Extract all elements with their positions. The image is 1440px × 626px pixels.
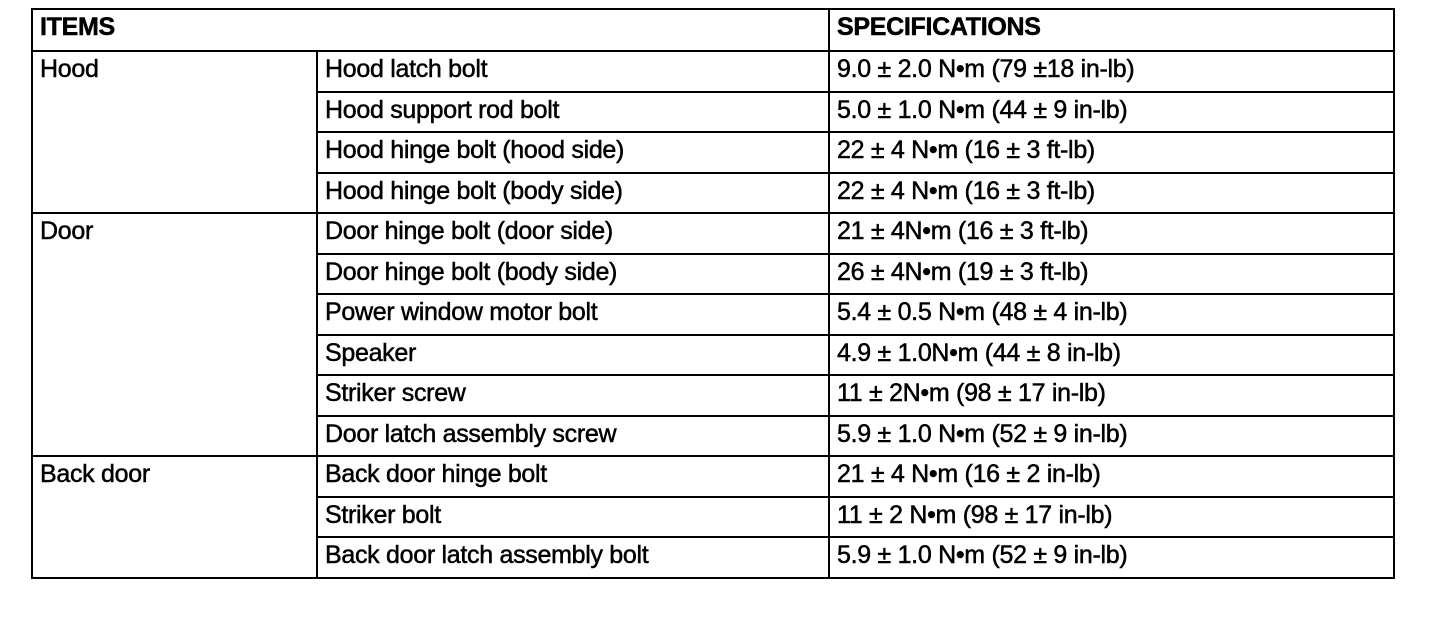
table-header-row (32, 9, 1394, 51)
spec-value: 21 ± 4 N•m (16 ± 2 in-lb) (829, 456, 1394, 497)
spec-value: 9.0 ± 2.0 N•m (79 ±18 in-lb) (829, 51, 1394, 92)
item-name: Back door hinge bolt (317, 456, 829, 497)
item-name: Hood hinge bolt (body side) (317, 173, 829, 214)
item-name: Hood latch bolt (317, 51, 829, 92)
item-name: Striker screw (317, 375, 829, 416)
table-row (32, 51, 1394, 92)
spec-value: 5.4 ± 0.5 N•m (48 ± 4 in-lb) (829, 294, 1394, 335)
item-name: Power window motor bolt (317, 294, 829, 335)
spec-value: 21 ± 4N•m (16 ± 3 ft-lb) (829, 213, 1394, 254)
spec-value: 22 ± 4 N•m (16 ± 3 ft-lb) (829, 173, 1394, 214)
item-name: Door hinge bolt (door side) (317, 213, 829, 254)
spec-value: 4.9 ± 1.0N•m (44 ± 8 in-lb) (829, 335, 1394, 376)
spec-value: 11 ± 2 N•m (98 ± 17 in-lb) (829, 497, 1394, 538)
item-name: Door hinge bolt (body side) (317, 254, 829, 295)
group-label: Back door (32, 456, 317, 578)
specifications-table (31, 8, 1395, 579)
item-name: Back door latch assembly bolt (317, 537, 829, 578)
table-row (32, 456, 1394, 497)
group-label: Door (32, 213, 317, 456)
item-name: Speaker (317, 335, 829, 376)
spec-value: 26 ± 4N•m (19 ± 3 ft-lb) (829, 254, 1394, 295)
header-specifications: SPECIFICATIONS (829, 9, 1394, 51)
header-items: ITEMS (32, 9, 829, 51)
spec-value: 5.9 ± 1.0 N•m (52 ± 9 in-lb) (829, 416, 1394, 457)
item-name: Door latch assembly screw (317, 416, 829, 457)
spec-value: 22 ± 4 N•m (16 ± 3 ft-lb) (829, 132, 1394, 173)
item-name: Hood hinge bolt (hood side) (317, 132, 829, 173)
group-label: Hood (32, 51, 317, 213)
table-body (32, 9, 1394, 578)
spec-value: 5.0 ± 1.0 N•m (44 ± 9 in-lb) (829, 92, 1394, 133)
item-name: Hood support rod bolt (317, 92, 829, 133)
spec-value: 5.9 ± 1.0 N•m (52 ± 9 in-lb) (829, 537, 1394, 578)
item-name: Striker bolt (317, 497, 829, 538)
spec-value: 11 ± 2N•m (98 ± 17 in-lb) (829, 375, 1394, 416)
table-row (32, 213, 1394, 254)
